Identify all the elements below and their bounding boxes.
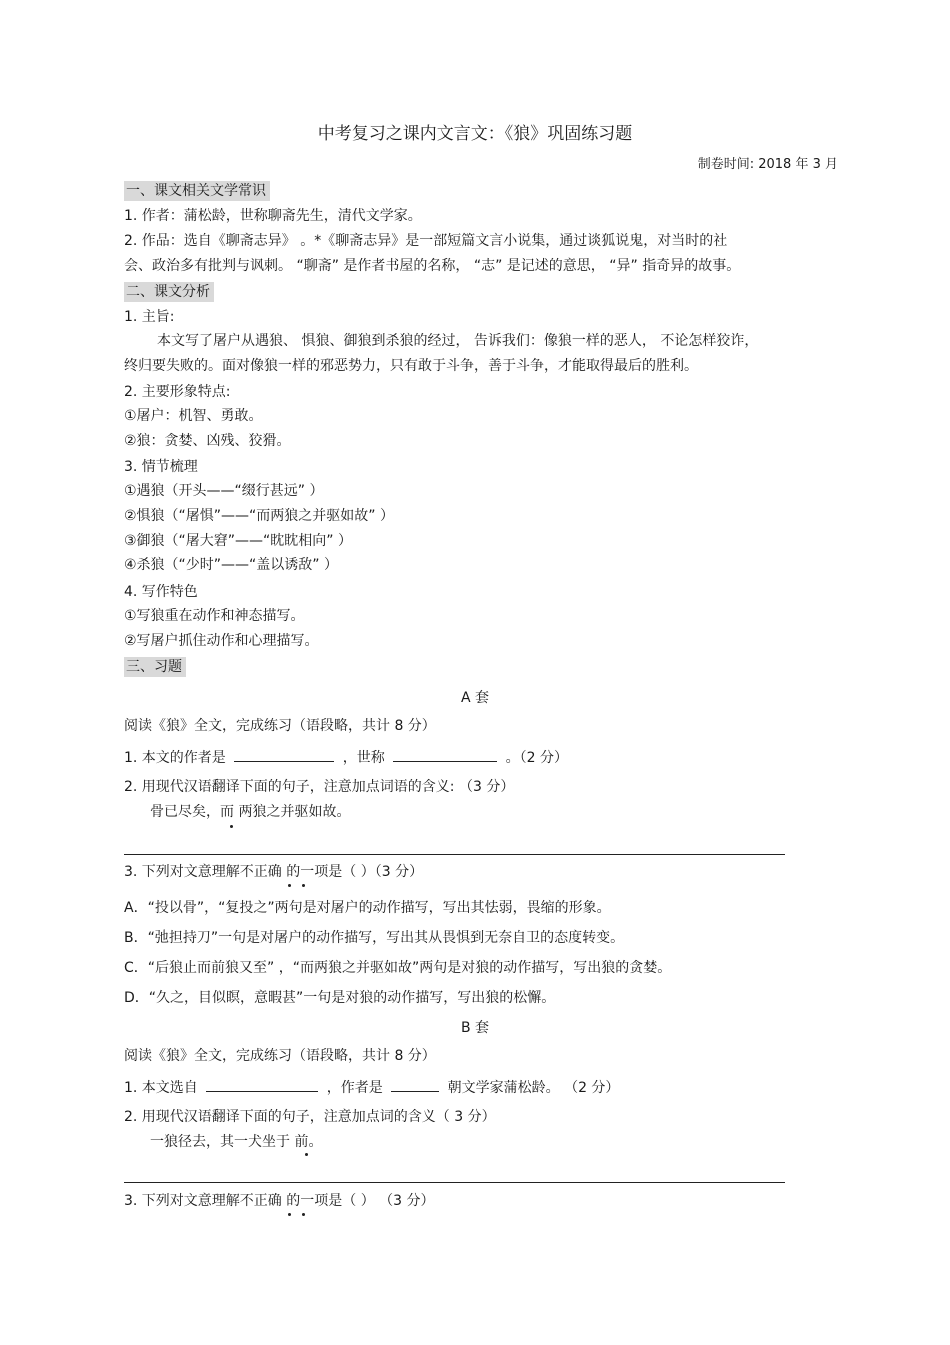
set-b-q1 — [124, 1077, 619, 1098]
set-b-q3: 3. 下列对文意理解不正确 的一项是（ ） （3 分） — [124, 1193, 435, 1209]
set-b-q1-prefix: 1. 本文选自 — [124, 1080, 198, 1096]
set-a-option-d: D．“久之，目似瞑，意暇甚”一句是对狼的动作描写，写出狼的松懈。 — [124, 990, 556, 1006]
theme-line-2: 终归要失败的。面对像狼一样的邪恶势力，只有敢于斗争，善于斗争，才能取得最后的胜利。 — [124, 358, 698, 374]
set-a-q1-suffix: 。（2 分） — [505, 750, 568, 766]
trait-wolf: ②狼：贪婪、凶残、狡猾。 — [124, 433, 291, 449]
set-a-answer-line[interactable] — [124, 854, 785, 855]
theme-line-1: 本文写了屠户从遇狼、 惧狼、御狼到杀狼的经过， 告诉我们：像狼一样的恶人， 不论怎样狡诈， — [157, 333, 759, 349]
emphasis-dot — [302, 1213, 305, 1216]
plot-item-2: ②惧狼（“屠惧”——“而两狼之并驱如故” ） — [124, 508, 395, 524]
set-a-q3: 3. 下列对文意理解不正确 的一项是（ ）（3 分） — [124, 864, 424, 880]
section-heading-1: 一、课文相关文学常识 — [124, 181, 270, 201]
traits-label: 2. 主要形象特点: — [124, 384, 231, 400]
style-item-1: ①写狼重在动作和神态描写。 — [124, 608, 305, 624]
section-heading-2: 二、课文分析 — [124, 282, 214, 302]
emphasis-dot — [288, 1213, 291, 1216]
emphasis-dot — [230, 825, 233, 828]
set-b-label: B 套 — [460, 1020, 490, 1036]
set-a-option-b: B．“弛担持刀”一句是对屠户的动作描写，写出其从畏惧到无奈自卫的态度转变。 — [124, 930, 625, 946]
plot-label: 3. 情节梳理 — [124, 459, 198, 475]
plot-item-1: ①遇狼（开头——“缀行甚远” ） — [124, 483, 324, 499]
set-a-q1-middle: ，世称 — [342, 750, 385, 766]
work-line-1: 2. 作品：选自《聊斋志异》 。*《聊斋志异》是一部短篇文言小说集，通过谈狐说鬼，对当时的社 — [124, 233, 728, 249]
set-b-q1-suffix: 朝文学家蒲松龄。 （2 分） — [447, 1080, 620, 1096]
theme-label: 1. 主旨: — [124, 309, 175, 325]
set-b-answer-line[interactable] — [124, 1182, 785, 1183]
author-line: 1. 作者：蒲松龄，世称聊斋先生，清代文学家。 — [124, 208, 422, 224]
set-a-q1-blank-author[interactable] — [234, 747, 334, 762]
set-a-q1 — [124, 747, 568, 768]
style-label: 4. 写作特色 — [124, 584, 198, 600]
emphasis-dot — [305, 1153, 308, 1156]
style-item-2: ②写屠户抓住动作和心理描写。 — [124, 633, 319, 649]
set-b-q1-middle: ，作者是 — [326, 1080, 383, 1096]
set-a-q1-blank-title[interactable] — [393, 747, 497, 762]
set-a-intro: 阅读《狼》全文，完成练习（语段略，共计 8 分） — [124, 718, 436, 734]
work-line-2: 会、政治多有批判与讽刺。 “聊斋” 是作者书屋的名称， “志” 是记述的意思， “异” 指奇异的故事。 — [124, 258, 741, 274]
page-title: 中考复习之课内文言文：《狼》巩固练习题 — [317, 124, 633, 144]
set-a-q2: 2. 用现代汉语翻译下面的句子，注意加点词语的含义: （3 分） — [124, 779, 515, 795]
set-b-q1-blank-dynasty[interactable] — [391, 1077, 439, 1092]
set-a-option-c: C．“后狼止而前狼又至” ，“而两狼之并驱如故”两句是对狼的动作描写，写出狼的贪婪。 — [124, 960, 672, 976]
set-a-option-a: A．“投以骨”，“复投之”两句是对屠户的动作描写，写出其怯弱，畏缩的形象。 — [124, 900, 611, 916]
emphasis-dot — [288, 884, 291, 887]
set-b-q2: 2. 用现代汉语翻译下面的句子，注意加点词的含义（ 3 分） — [124, 1109, 496, 1125]
section-heading-3: 三、习题 — [124, 657, 186, 677]
emphasis-dot — [302, 884, 305, 887]
trait-butcher: ①屠户：机智、勇敢。 — [124, 408, 263, 424]
set-a-q1-prefix: 1. 本文的作者是 — [124, 750, 226, 766]
plot-item-4: ④杀狼（“少时”——“盖以诱敌” ） — [124, 557, 339, 573]
set-a-label: A 套 — [460, 690, 490, 706]
plot-item-3: ③御狼（“屠大窘”——“眈眈相向” ） — [124, 533, 353, 549]
set-a-q2-sentence: 骨已尽矣，而 两狼之并驱如故。 — [150, 804, 351, 820]
date-line: 制卷时间: 2018 年 3 月 — [697, 157, 838, 172]
set-b-q1-blank-source[interactable] — [206, 1077, 318, 1092]
set-b-intro: 阅读《狼》全文，完成练习（语段略，共计 8 分） — [124, 1048, 436, 1064]
set-b-q2-sentence: 一狼径去，其一犬坐于 前。 — [150, 1134, 323, 1150]
